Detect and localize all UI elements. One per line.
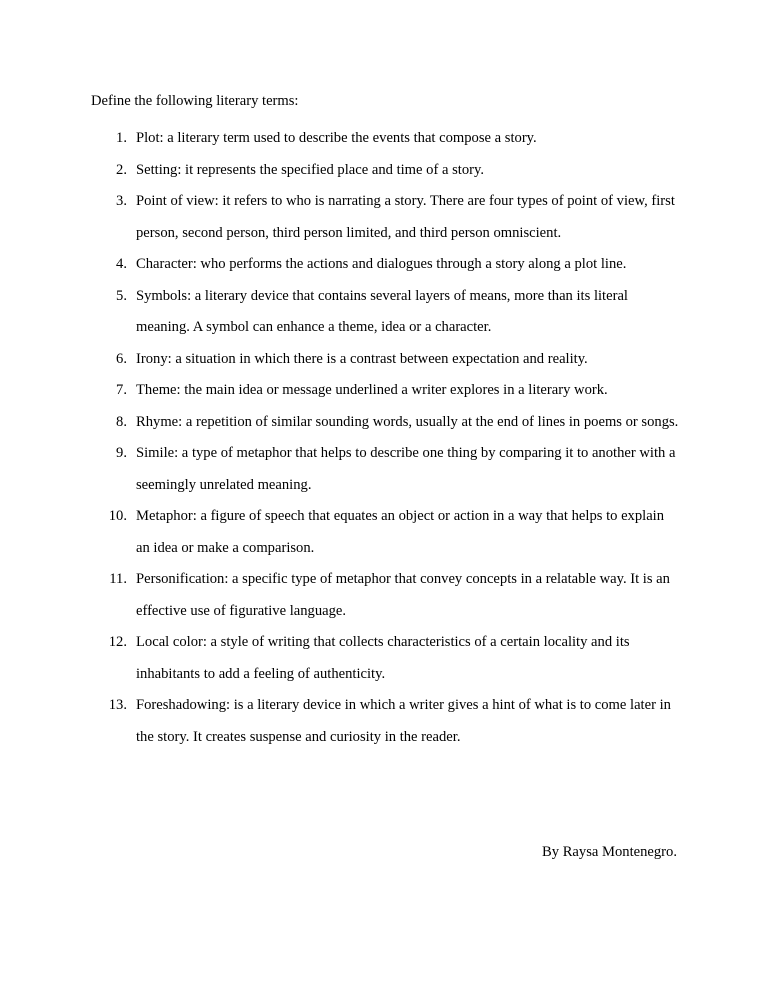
item-definition: Foreshadowing: is a literary device in which a writer gives a hint of what is to come later in the story. It creates suspense and curiosity in the reader. [136,697,671,745]
item-number: 2. [116,161,127,178]
item-number: 7. [116,382,127,398]
list-item [91,690,681,753]
list-item [91,249,681,281]
item-number: 6. [116,350,127,367]
item-definition: Plot: a literary term used to describe the events that compose a story. [136,130,537,146]
list-item [91,501,681,564]
item-definition: Point of view: it refers to who is narrating a story. There are four types of point of view, first person, second person, third person limited, and third person omniscient. [136,193,675,241]
item-definition: Simile: a type of metaphor that helps to describe one thing by comparing it to another with a seemingly unrelated meaning. [136,445,676,493]
item-definition: Theme: the main idea or message underlined a writer explores in a literary work. [136,382,608,398]
item-number: 5. [116,287,127,304]
item-definition: Symbols: a literary device that contains several layers of means, more than its literal meaning. A symbol can enhance a theme, idea or a character. [136,287,628,335]
author-signature: By Raysa Montenegro. [542,844,677,860]
item-definition: Character: who performs the actions and dialogues through a story along a plot line. [136,256,627,272]
list-item [91,438,681,501]
item-definition: Personification: a specific type of metaphor that convey concepts in a relatable way. It is an effective use of figurative language. [136,571,670,619]
item-number: 10. [108,508,127,524]
list-item [91,186,681,249]
item-definition: Irony: a situation in which there is a contrast between expectation and reality. [136,350,588,367]
item-definition: Setting: it represents the specified place and time of a story. [136,161,484,178]
item-number: 1. [116,130,127,146]
list-item [91,407,681,439]
list-item [91,564,681,627]
item-number: 11. [109,571,127,587]
item-number: 9. [116,445,127,461]
item-number: 4. [116,256,127,272]
item-number: 13. [108,697,127,713]
list-item [91,375,681,407]
list-item [91,344,681,376]
item-definition: Metaphor: a figure of speech that equates an object or action in a way that helps to explain an idea or make a comparison. [136,508,665,556]
list-item [91,281,681,344]
item-definition: Rhyme: a repetition of similar sounding words, usually at the end of lines in poems or songs. [136,413,679,430]
intro-heading: Define the following literary terms: [91,93,299,109]
list-item [91,123,681,155]
list-item [91,155,681,187]
item-number: 8. [116,413,127,430]
item-number: 12. [108,634,127,650]
list-item [91,627,681,690]
item-number: 3. [116,193,127,209]
terms-list [91,123,681,753]
item-definition: Local color: a style of writing that collects characteristics of a certain locality and its inhabitants to add a feeling of authenticity. [136,634,630,682]
